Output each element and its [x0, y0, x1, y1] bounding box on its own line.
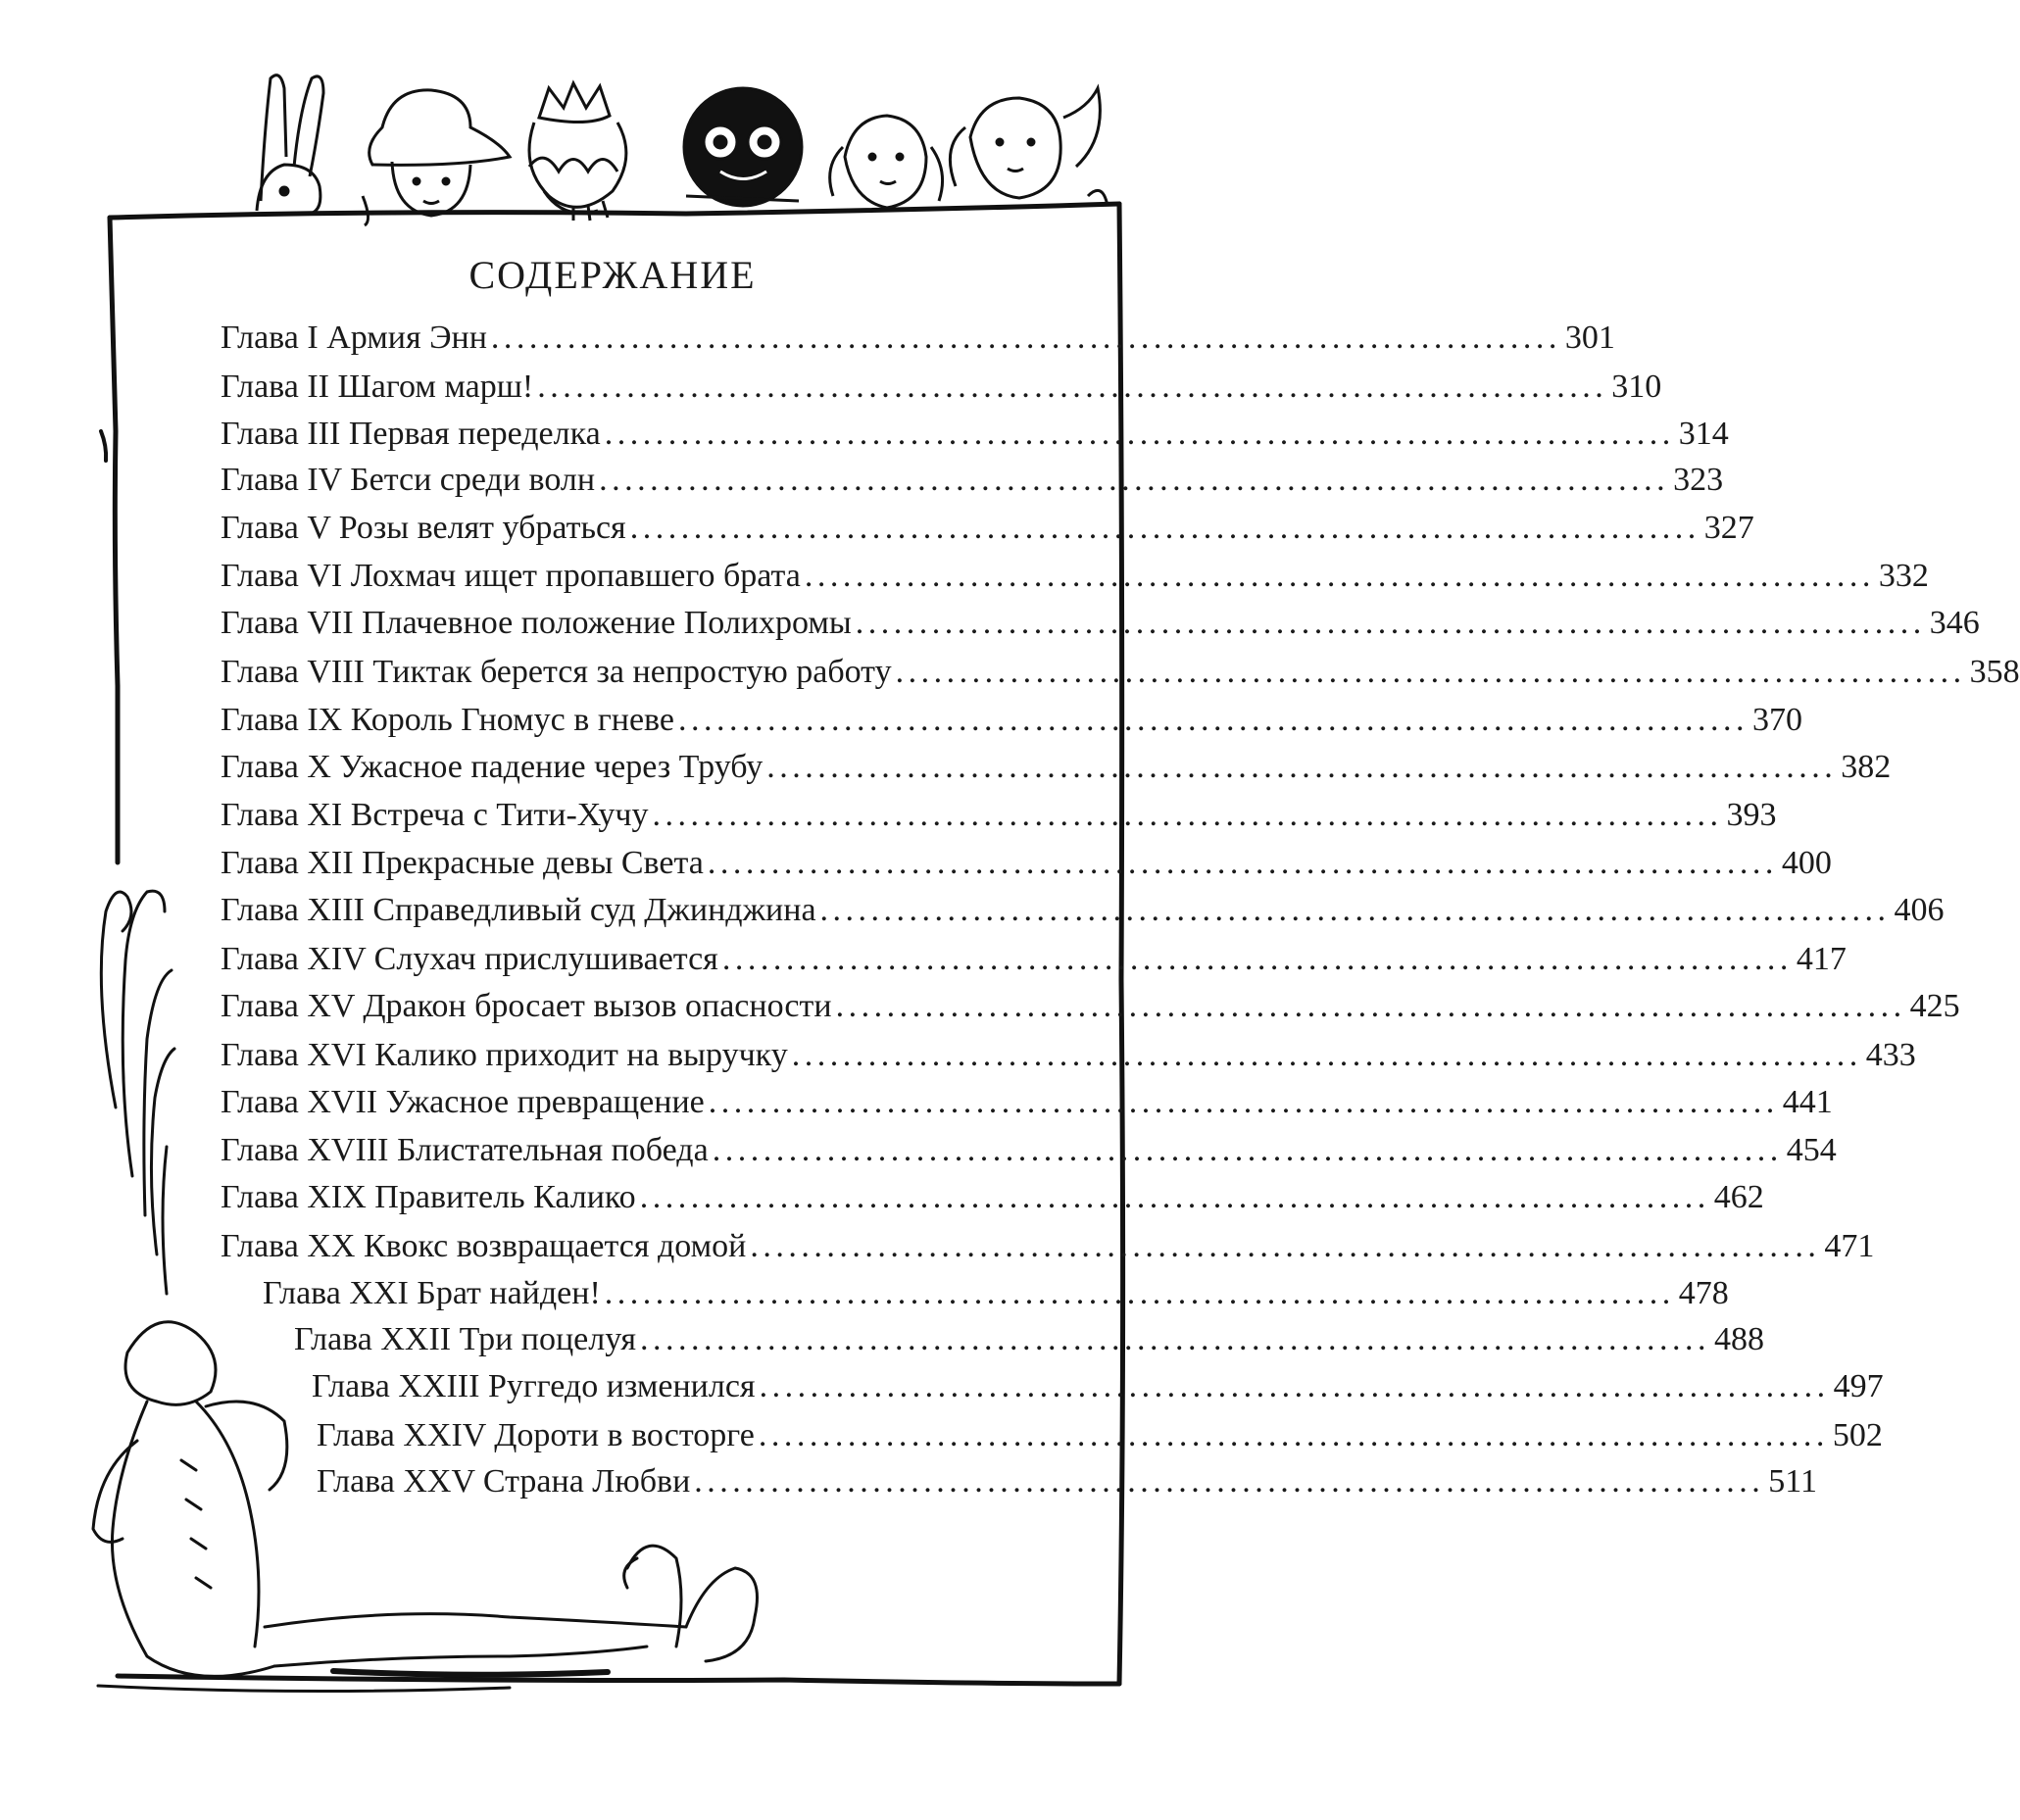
chapter-title: Руггедо изменился	[487, 1368, 756, 1404]
dot-leader: ....................................................................................	[707, 845, 1778, 881]
dot-leader: ....................................................................................	[639, 1179, 1710, 1215]
chapter-number: Глава XIX	[221, 1179, 367, 1215]
chapter-title: Брат найден!	[417, 1275, 601, 1311]
toc-entry	[221, 842, 1832, 885]
toc-entry-label	[221, 507, 626, 550]
toc-entry-label	[221, 985, 832, 1028]
dorothy-head-drawing	[363, 90, 510, 225]
chapter-number: Глава IV	[221, 462, 342, 498]
chapter-title: Слухач прислушивается	[373, 941, 718, 977]
chapter-title: Правитель Калико	[374, 1179, 636, 1215]
toc-entry	[317, 1414, 1883, 1457]
toc-entry-label	[263, 1272, 601, 1315]
toc-entry	[221, 1129, 1837, 1172]
tiktok-head-drawing	[684, 88, 802, 206]
chapter-title: Плачевное положение Полихромы	[362, 605, 852, 641]
dot-leader: ....................................................................................	[708, 1084, 1779, 1120]
toc-entry-label	[221, 1225, 746, 1268]
toc-entry	[221, 317, 1615, 360]
dot-leader: ....................................................................................	[537, 369, 1608, 405]
toc-entry-label	[312, 1365, 756, 1408]
toc-entry	[221, 699, 1802, 742]
page-number: 425	[1909, 988, 1960, 1024]
page-number: 406	[1894, 892, 1945, 928]
toc-entry-label	[221, 317, 487, 360]
toc-entry-label	[221, 602, 852, 645]
chapter-number: Глава X	[221, 749, 331, 785]
toc-entry	[221, 555, 1929, 598]
chapter-title: Ужасное превращение	[385, 1084, 705, 1120]
chapter-number: Глава XXIII	[312, 1368, 480, 1404]
dot-leader: ....................................................................................	[604, 416, 1675, 452]
chapter-title: Три поцелуя	[459, 1321, 637, 1357]
toc-entry-label	[221, 366, 533, 409]
ozma-head-drawing	[950, 88, 1108, 206]
dot-leader: ....................................................................................	[629, 510, 1700, 546]
toc-entry	[317, 1460, 1818, 1503]
dot-leader: ....................................................................................	[895, 654, 1966, 690]
chapter-title: Справедливый суд Джинджина	[372, 892, 816, 928]
chapter-number: Глава VIII	[221, 654, 365, 690]
chapter-title: Встреча с Тити-Хучу	[350, 797, 649, 833]
dot-leader: ....................................................................................	[678, 702, 1749, 738]
chapter-title: Розы велят убраться	[338, 510, 626, 546]
chapter-title: Шагом марш!	[337, 369, 534, 405]
chapter-number: Глава XIII	[221, 892, 365, 928]
chapter-number: Глава V	[221, 510, 331, 546]
page-number: 358	[1969, 654, 2020, 690]
dot-leader: ....................................................................................	[604, 1275, 1675, 1311]
toc-entry	[221, 1176, 1764, 1219]
toc-entry-label	[221, 794, 648, 837]
toc-entry	[221, 889, 1945, 932]
toc-entry	[221, 507, 1754, 550]
dot-leader: ....................................................................................	[599, 462, 1670, 498]
toc-entry	[221, 413, 1729, 456]
page-number: 332	[1878, 558, 1929, 594]
chapter-title: Дороти в восторге	[494, 1417, 755, 1453]
toc-entry	[221, 938, 1847, 981]
chapter-number: Глава XVI	[221, 1037, 367, 1073]
dot-leader: ....................................................................................	[759, 1368, 1830, 1404]
toc-entry-label	[221, 889, 816, 932]
page-number: 502	[1832, 1417, 1883, 1453]
chapter-title: Армия Энн	[326, 320, 487, 356]
page-number: 323	[1673, 462, 1724, 498]
toc-entry	[221, 651, 2020, 694]
chapter-number: Глава VII	[221, 605, 354, 641]
chapter-title: Первая переделка	[348, 416, 601, 452]
chapter-number: Глава IX	[221, 702, 343, 738]
dot-leader: ....................................................................................	[819, 892, 1891, 928]
toc-entry-label	[221, 1176, 636, 1219]
page-number: 497	[1833, 1368, 1884, 1404]
chapter-number: Глава XV	[221, 988, 355, 1024]
toc-entry-label	[221, 459, 595, 502]
chapter-number: Глава XX	[221, 1228, 356, 1264]
toc-entry-label	[221, 555, 801, 598]
chapter-title: Король Гномус в гневе	[350, 702, 674, 738]
toc-entry	[221, 746, 1892, 789]
toc-entry-label	[317, 1414, 755, 1457]
dot-leader: ....................................................................................	[855, 605, 1926, 641]
page-number: 310	[1611, 369, 1662, 405]
toc-entry	[221, 602, 1980, 645]
page-number: 462	[1713, 1179, 1764, 1215]
king-head-drawing	[529, 83, 626, 221]
chapter-title: Дракон бросает вызов опасности	[363, 988, 832, 1024]
toc-entry-label	[221, 1081, 705, 1124]
chapter-title: Ужасное падение через Трубу	[339, 749, 764, 785]
dot-leader: ....................................................................................	[652, 797, 1723, 833]
page-number: 441	[1782, 1084, 1833, 1120]
dot-leader: ....................................................................................	[721, 941, 1793, 977]
rabbit-head-drawing	[257, 75, 323, 214]
chapter-title: Прекрасные девы Света	[362, 845, 704, 881]
toc-entry-label	[221, 938, 718, 981]
chapter-title: Бетси среди волн	[350, 462, 596, 498]
toc-entry-label	[294, 1318, 636, 1361]
toc-entry	[294, 1318, 1765, 1361]
chapter-title: Страна Любви	[482, 1463, 691, 1500]
chapter-number: Глава I	[221, 320, 319, 356]
page-number: 433	[1865, 1037, 1916, 1073]
page-number: 393	[1726, 797, 1777, 833]
page-number: 327	[1703, 510, 1754, 546]
chapter-number: Глава II	[221, 369, 329, 405]
chapter-title: Калико приходит на выручку	[374, 1037, 788, 1073]
toc-entry-label	[317, 1460, 690, 1503]
page-title: СОДЕРЖАНИЕ	[468, 253, 757, 297]
toc-entry	[221, 366, 1662, 409]
toc-entry	[312, 1365, 1884, 1408]
dot-leader: ....................................................................................	[490, 320, 1561, 356]
chapter-number: Глава XVII	[221, 1084, 378, 1120]
toc-entry	[221, 1034, 1916, 1077]
chapter-number: Глава XI	[221, 797, 343, 833]
toc-entry	[221, 794, 1777, 837]
page-number: 488	[1714, 1321, 1765, 1357]
toc-entry-label	[221, 1129, 709, 1172]
toc-entry-label	[221, 746, 763, 789]
chapter-title: Квокс возвращается домой	[363, 1228, 747, 1264]
chapter-number: Глава III	[221, 416, 341, 452]
page-number: 346	[1929, 605, 1980, 641]
page-number: 471	[1824, 1228, 1875, 1264]
page-number: 382	[1841, 749, 1892, 785]
toc-entry-label	[221, 699, 674, 742]
toc-entry-label	[221, 413, 601, 456]
dot-leader: ....................................................................................	[835, 988, 1906, 1024]
dot-leader: ....................................................................................	[694, 1463, 1765, 1500]
chapter-title: Лохмач ищет пропавшего брата	[350, 558, 801, 594]
dot-leader: ....................................................................................	[750, 1228, 1821, 1264]
page-number: 454	[1786, 1132, 1837, 1168]
dot-leader: ....................................................................................	[766, 749, 1838, 785]
toc-entry	[221, 985, 1960, 1028]
dot-leader: ....................................................................................	[640, 1321, 1711, 1357]
chapter-title: Блистательная победа	[396, 1132, 709, 1168]
page-number: 400	[1781, 845, 1832, 881]
chapter-number: Глава XXII	[294, 1321, 452, 1357]
dot-leader: ....................................................................................	[758, 1417, 1829, 1453]
toc-entry	[263, 1272, 1729, 1315]
chapter-number: Глава XIV	[221, 941, 367, 977]
chapter-number: Глава VI	[221, 558, 343, 594]
chapter-number: Глава XXIV	[317, 1417, 486, 1453]
chapter-number: Глава XVIII	[221, 1132, 389, 1168]
toc-entry-label	[221, 842, 704, 885]
page-number: 511	[1768, 1463, 1818, 1500]
page-number: 314	[1678, 416, 1729, 452]
toc-entry	[221, 459, 1724, 502]
chapter-number: Глава XXI	[263, 1275, 409, 1311]
chapter-number: Глава XXV	[317, 1463, 475, 1500]
chapter-title: Тиктак берется за непростую работу	[372, 654, 892, 690]
chapter-number: Глава XII	[221, 845, 354, 881]
toc-entry-label	[221, 1034, 788, 1077]
dot-leader: ....................................................................................	[791, 1037, 1862, 1073]
dot-leader: ....................................................................................	[712, 1132, 1783, 1168]
page-number: 478	[1678, 1275, 1729, 1311]
page-number: 370	[1752, 702, 1802, 738]
toc-entry	[221, 1225, 1875, 1268]
page-number: 301	[1564, 320, 1615, 356]
toc-entry	[221, 1081, 1833, 1124]
dot-leader: ....................................................................................	[804, 558, 1875, 594]
toc-entry-label	[221, 651, 892, 694]
girl-head-drawing	[830, 116, 943, 208]
page-number: 417	[1796, 941, 1847, 977]
